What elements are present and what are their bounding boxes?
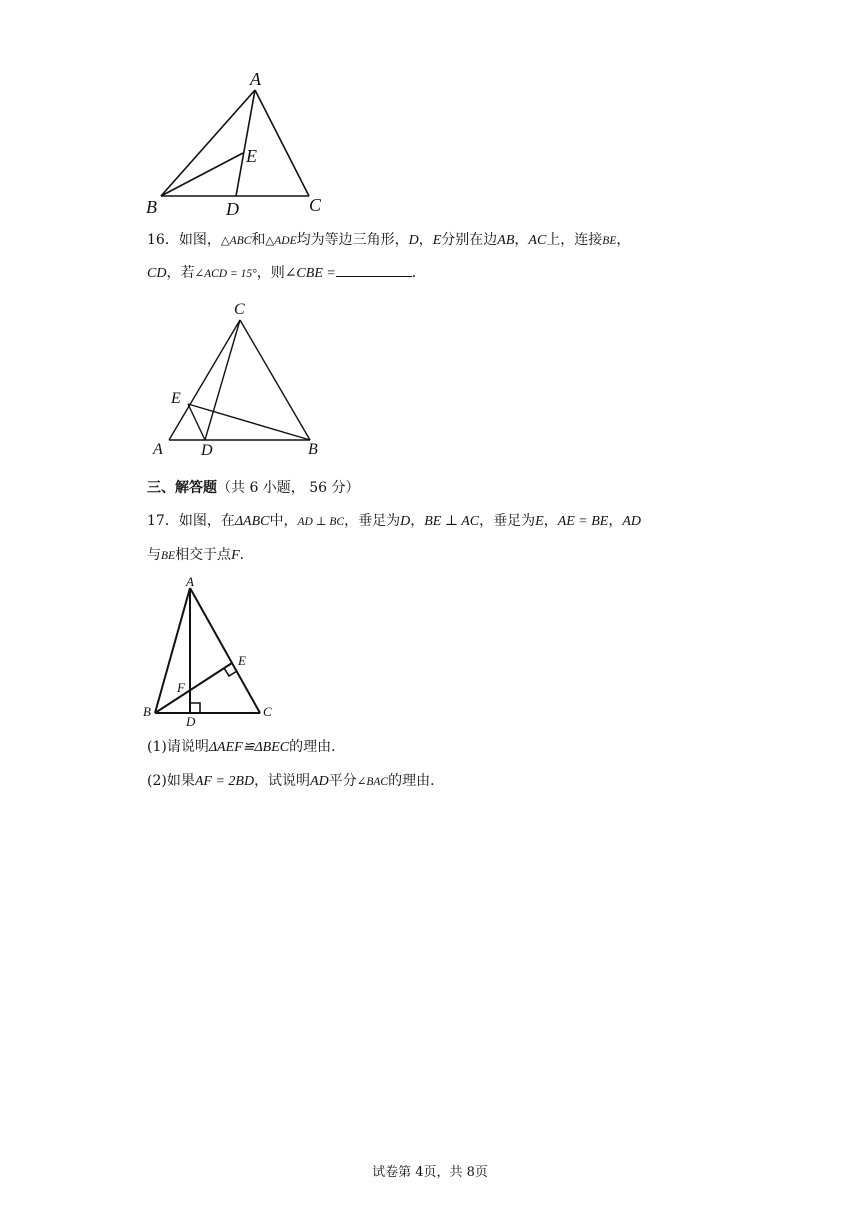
- math-ac: AC: [528, 233, 547, 248]
- question-17-part-2: [147, 771, 444, 792]
- label-d: D: [226, 199, 239, 219]
- section-note: （共 6 小题， 56 分）: [217, 480, 360, 496]
- section-title: 三、解答题: [147, 480, 217, 496]
- text: 平分: [328, 773, 357, 789]
- text: ．: [239, 547, 254, 563]
- label-d: D: [201, 442, 213, 459]
- page-footer: [0, 1161, 860, 1180]
- text: 相交于点: [175, 547, 232, 563]
- text: 的理由．: [289, 739, 346, 755]
- label-c: C: [263, 704, 272, 719]
- label-e: E: [246, 146, 257, 166]
- page-number: 试卷第 4页，共 8页: [372, 1165, 488, 1180]
- math-ad: AD: [310, 774, 329, 789]
- text: ，: [418, 232, 433, 248]
- label-b: B: [146, 197, 157, 217]
- math-ad: AD: [622, 514, 642, 529]
- math-f: F: [231, 548, 240, 563]
- text: ．: [411, 265, 426, 281]
- label-e: E: [171, 390, 181, 407]
- label-a: A: [153, 441, 163, 458]
- math-e: E: [535, 514, 544, 529]
- math-congruence: ΔAEF≌ΔBEC: [208, 740, 290, 755]
- label-a: A: [250, 69, 261, 89]
- text: ，: [608, 513, 623, 529]
- math-be: BE: [161, 550, 176, 562]
- text: ，垂足为: [479, 513, 536, 529]
- math-be-perp-ac: BE ⊥ AC: [424, 514, 480, 529]
- text: ，: [410, 513, 425, 529]
- text: (1)请说明: [147, 739, 209, 755]
- math-ab: AB: [497, 233, 515, 248]
- label-e: E: [238, 653, 246, 668]
- label-b: B: [143, 704, 151, 719]
- math-d: D: [408, 233, 419, 248]
- right-angle-mark-d: [190, 703, 200, 713]
- label-d: D: [186, 714, 196, 729]
- label-c: C: [309, 195, 322, 215]
- text: ，: [616, 232, 631, 248]
- math-angle-cbe: ∠CBE =: [284, 266, 336, 281]
- math-cd: CD: [147, 266, 167, 281]
- math-e: E: [432, 233, 442, 248]
- label-f: F: [177, 680, 185, 695]
- math-triangle-abc: △ABC: [220, 235, 252, 247]
- text: ，: [514, 232, 529, 248]
- text: 如图，: [178, 232, 221, 248]
- math-ad-perp-bc: AD ⊥ BC: [297, 516, 345, 528]
- math-triangle-ade: △ADE: [265, 235, 297, 247]
- label-b: B: [308, 441, 318, 458]
- math-be: BE: [602, 235, 617, 247]
- text: 与: [147, 547, 161, 563]
- text: ，若: [166, 265, 195, 281]
- question-number: 17．: [147, 513, 179, 529]
- math-d: D: [400, 514, 411, 529]
- math-ae-eq-be: AE = BE: [557, 514, 609, 529]
- question-number: 16．: [147, 232, 179, 248]
- math-angle-bac: ∠BAC: [356, 776, 389, 788]
- text: 中，: [269, 513, 298, 529]
- text: (2)如果: [147, 773, 195, 789]
- math-af-eq-2bd: AF = 2BD: [194, 774, 255, 789]
- math-angle-acd: ∠ACD = 15°: [194, 268, 257, 280]
- label-c: C: [234, 301, 245, 318]
- segment-ac: [190, 588, 260, 713]
- question-17-part-1: [147, 737, 345, 758]
- text: 的理由．: [388, 773, 445, 789]
- text: ，: [543, 513, 558, 529]
- label-a: A: [186, 574, 194, 589]
- text: ，试说明: [254, 773, 311, 789]
- text: 分别在边: [441, 232, 498, 248]
- text: ，则: [256, 265, 285, 281]
- text: 如图，在: [178, 513, 235, 529]
- text: 和: [251, 232, 266, 248]
- text: ，垂足为: [344, 513, 401, 529]
- text: 均为等边三角形，: [296, 232, 409, 248]
- text: 上，连接: [546, 232, 603, 248]
- math-triangle-abc: ΔABC: [234, 514, 270, 529]
